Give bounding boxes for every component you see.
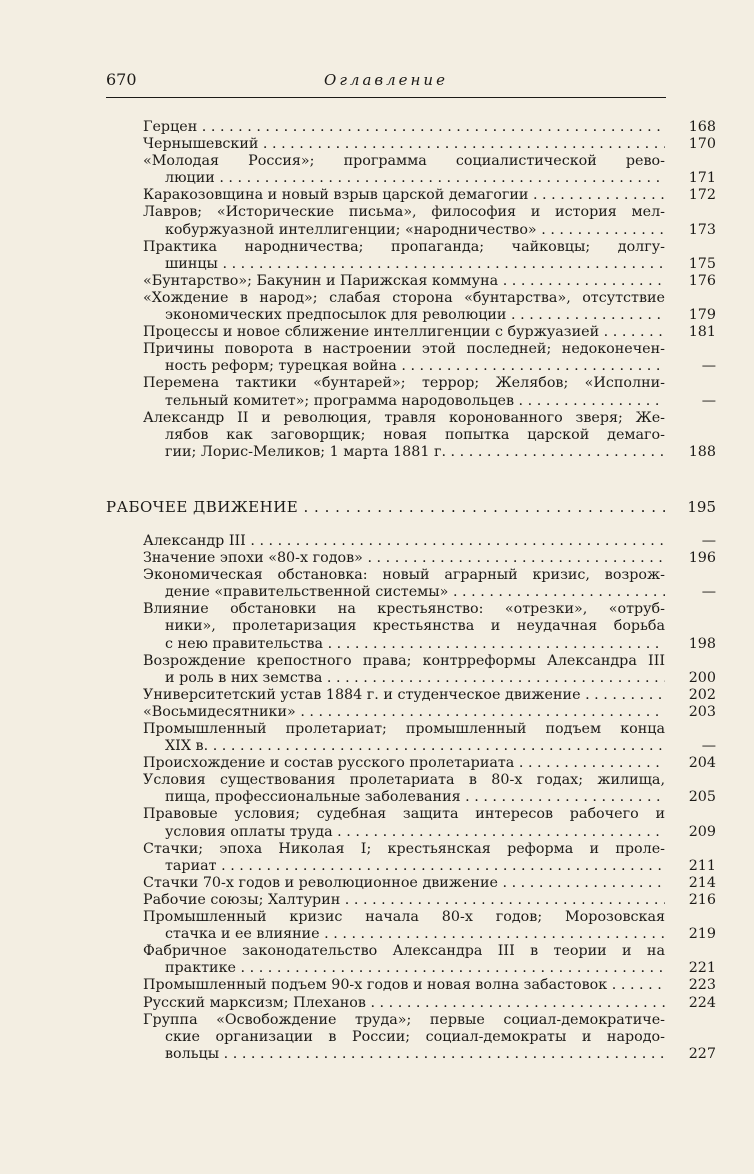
- toc-entry-line: Происхождение и состав русского пролетариата . . .: [143, 755, 665, 772]
- toc-entry-page: 168: [688, 119, 716, 135]
- toc-entry-line: Стачки; эпоха Николая I; крестьянская реформа и проле-: [143, 840, 665, 857]
- toc-entry-page: —: [701, 532, 716, 549]
- header-rule: [106, 97, 666, 98]
- toc-entry: [106, 153, 716, 187]
- toc-entry-line: экономических предпосылок для революции . . .: [143, 307, 665, 324]
- toc-entry-page: 179: [688, 307, 716, 324]
- toc-entry-line: Перемена тактики «бунтарей»; террор; Желябов; «Исполни-: [143, 375, 665, 392]
- toc-entry-line: Лавров; «Исторические письма», философия и история мел-: [143, 204, 665, 221]
- toc-entry: [106, 841, 716, 875]
- toc-entry-line: Промышленный кризис начала 80-х годов; Морозовская: [143, 909, 665, 926]
- toc-entry-line: дение «правительственной системы» . . .: [143, 584, 665, 601]
- toc-entry-line: Каракозовщина и новый взрыв царской демагогии . . .: [143, 187, 665, 204]
- toc-entry-page: 204: [688, 755, 716, 772]
- toc-entry-line: вольцы . . .: [143, 1046, 665, 1063]
- toc-entry: [106, 943, 716, 977]
- toc-entry: [106, 1012, 716, 1063]
- toc-entry-page: 171: [688, 170, 716, 187]
- toc-entry-page: 181: [688, 324, 716, 341]
- toc-entry: [106, 875, 716, 892]
- toc-entry-page: 198: [688, 635, 716, 652]
- toc-entry-line: шинцы . . .: [143, 256, 665, 273]
- toc-entry-line: Герцен . . .: [143, 119, 665, 136]
- table-of-contents: [106, 119, 716, 1063]
- toc-entry-line: Чернышевский . . .: [143, 136, 665, 153]
- section-heading: [106, 499, 716, 516]
- toc-entry-line: гии; Лорис-Меликов; 1 марта 1881 г. . . .: [143, 444, 665, 461]
- toc-entry-page: 176: [688, 272, 716, 289]
- toc-entry-page: 202: [688, 686, 716, 703]
- toc-entry-line: пища, профессиональные заболевания . . .: [143, 789, 665, 806]
- toc-entry-line: практике . . .: [143, 960, 665, 977]
- toc-entry-line: условия оплаты труда . . .: [143, 824, 665, 841]
- toc-entry-line: ские организации в России; социал-демократы и народо-: [165, 1028, 665, 1045]
- toc-entry: [106, 410, 716, 461]
- toc-entry: [106, 375, 716, 409]
- toc-entry-line: Университетский устав 1884 г. и студенческое движение . . .: [143, 687, 665, 704]
- running-title: Оглавление: [324, 71, 448, 89]
- toc-entry-line: «Молодая Россия»; программа социалистической рево-: [143, 153, 665, 170]
- toc-entry-page: 224: [688, 994, 716, 1011]
- toc-entry-line: Рабочие союзы; Халтурин . . .: [143, 892, 665, 909]
- toc-entry-line: «Восьмидесятники» . . .: [143, 704, 665, 721]
- toc-entry-line: тариат . . .: [143, 858, 665, 875]
- toc-entry-page: 227: [688, 1045, 716, 1062]
- toc-entry-line: люции . . .: [143, 170, 665, 187]
- toc-entry-line: Александр II и революция, травля коронованного зверя; Же-: [143, 409, 665, 426]
- toc-entry-page: 223: [688, 977, 716, 994]
- toc-entry: [106, 550, 716, 567]
- toc-entry-line: ники», пролетаризация крестьянства и неудачная борьба: [165, 618, 665, 635]
- toc-entry-line: кобуржуазной интеллигенции; «народничество» . . .: [143, 222, 665, 239]
- toc-entry-line: Практика народничества; пропаганда; чайковцы; долгу-: [143, 238, 665, 255]
- page-header: [106, 70, 666, 94]
- toc-entry-line: «Бунтарство»; Бакунин и Парижская коммуна . . .: [143, 273, 665, 290]
- toc-entry: [106, 187, 716, 204]
- toc-entry: [106, 909, 716, 943]
- toc-entry-page: 216: [688, 891, 716, 908]
- toc-entry: [106, 721, 716, 755]
- toc-entry-page: 219: [688, 926, 716, 943]
- toc-entry-line: Влияние обстановки на крестьянство: «отрезки», «отруб-: [143, 601, 665, 618]
- toc-entry: [106, 204, 716, 238]
- toc-entry-page: 209: [688, 823, 716, 840]
- toc-entry-page: 173: [688, 221, 716, 238]
- toc-entry: [106, 273, 716, 290]
- toc-entry-page: 175: [688, 255, 716, 272]
- toc-entry-line: ность реформ; турецкая война . . .: [143, 358, 665, 375]
- toc-entry-page: 200: [688, 669, 716, 686]
- toc-entry-page: —: [701, 738, 716, 755]
- toc-entry-page: 188: [688, 443, 716, 460]
- toc-entry-line: с нею правительства . . .: [143, 636, 665, 653]
- toc-entry-page: 221: [688, 960, 716, 977]
- toc-entry-page: 196: [688, 550, 716, 567]
- toc-entry: [106, 755, 716, 772]
- toc-entry: [106, 119, 716, 136]
- toc-entry: [106, 977, 716, 994]
- toc-entry: [106, 772, 716, 806]
- toc-entry: [106, 341, 716, 375]
- toc-entry-line: XIX в. . . .: [143, 738, 665, 755]
- toc-entry-line: Экономическая обстановка: новый аграрный кризис, возрож-: [143, 567, 665, 584]
- toc-entry: [106, 567, 716, 601]
- toc-entry: [106, 704, 716, 721]
- toc-entry-page: 211: [688, 857, 716, 874]
- toc-entry-page: 172: [688, 187, 716, 204]
- toc-entry-line: Процессы и новое сближение интеллигенции с буржуазией . . .: [143, 324, 665, 341]
- toc-entry-line: Александр III . . .: [143, 533, 665, 550]
- toc-entry: [106, 324, 716, 341]
- toc-entry-line: Правовые условия; судебная защита интересов рабочего и: [143, 806, 665, 823]
- toc-entry-line: стачка и ее влияние . . .: [143, 926, 665, 943]
- toc-entry-line: Промышленный пролетариат; промышленный подъем конца: [143, 721, 665, 737]
- toc-entry: [106, 290, 716, 324]
- page-number: 670: [106, 70, 137, 89]
- toc-entry: [106, 239, 716, 273]
- toc-entry-line: Причины поворота в настроении этой последней; недоконечен-: [143, 341, 665, 358]
- toc-entry-line: лябов как заговорщик; новая попытка царской демаго-: [165, 426, 665, 443]
- toc-entry-page: —: [701, 358, 716, 375]
- toc-entry-line: Условия существования пролетариата в 80-х годах; жилища,: [143, 772, 665, 789]
- toc-entry-line: Промышленный подъем 90-х годов и новая волна забастовок . . .: [143, 977, 665, 994]
- toc-entry-line: и роль в них земства . . .: [143, 670, 665, 687]
- toc-entry-page: —: [701, 392, 716, 409]
- toc-entry-page: —: [701, 584, 716, 601]
- toc-entry: [106, 601, 716, 652]
- toc-entry: [106, 533, 716, 550]
- section-title: РАБОЧЕЕ ДВИЖЕНИЕ . . .: [106, 499, 665, 516]
- toc-entry-line: Значение эпохи «80-х годов» . . .: [143, 550, 665, 567]
- toc-entry-line: Возрождение крепостного права; контрреформы Александра III: [143, 652, 665, 669]
- toc-entry-page: 214: [688, 874, 716, 891]
- toc-entry-line: Стачки 70-х годов и революционное движение . . .: [143, 875, 665, 892]
- toc-entry-line: «Хождение в народ»; слабая сторона «бунтарства», отсутствие: [143, 289, 665, 306]
- toc-entry-page: 170: [688, 136, 716, 153]
- toc-entry-page: 203: [688, 703, 716, 720]
- toc-entry-line: Русский марксизм; Плеханов . . .: [143, 995, 665, 1012]
- toc-entry: [106, 995, 716, 1012]
- toc-entry-line: тельный комитет»; программа народовольцев . . .: [143, 393, 665, 410]
- toc-entry: [106, 806, 716, 840]
- toc-entry: [106, 687, 716, 704]
- toc-entry: [106, 136, 716, 153]
- toc-entry: [106, 892, 716, 909]
- toc-group-2: [106, 533, 716, 1063]
- section-page: 195: [687, 497, 716, 516]
- toc-group-1: [106, 119, 716, 461]
- toc-entry-line: Фабричное законодательство Александра III в теории и на: [143, 943, 665, 960]
- toc-entry-page: 205: [688, 789, 716, 806]
- toc-entry-line: Группа «Освобождение труда»; первые социал-демократиче-: [143, 1011, 665, 1028]
- toc-entry: [106, 653, 716, 687]
